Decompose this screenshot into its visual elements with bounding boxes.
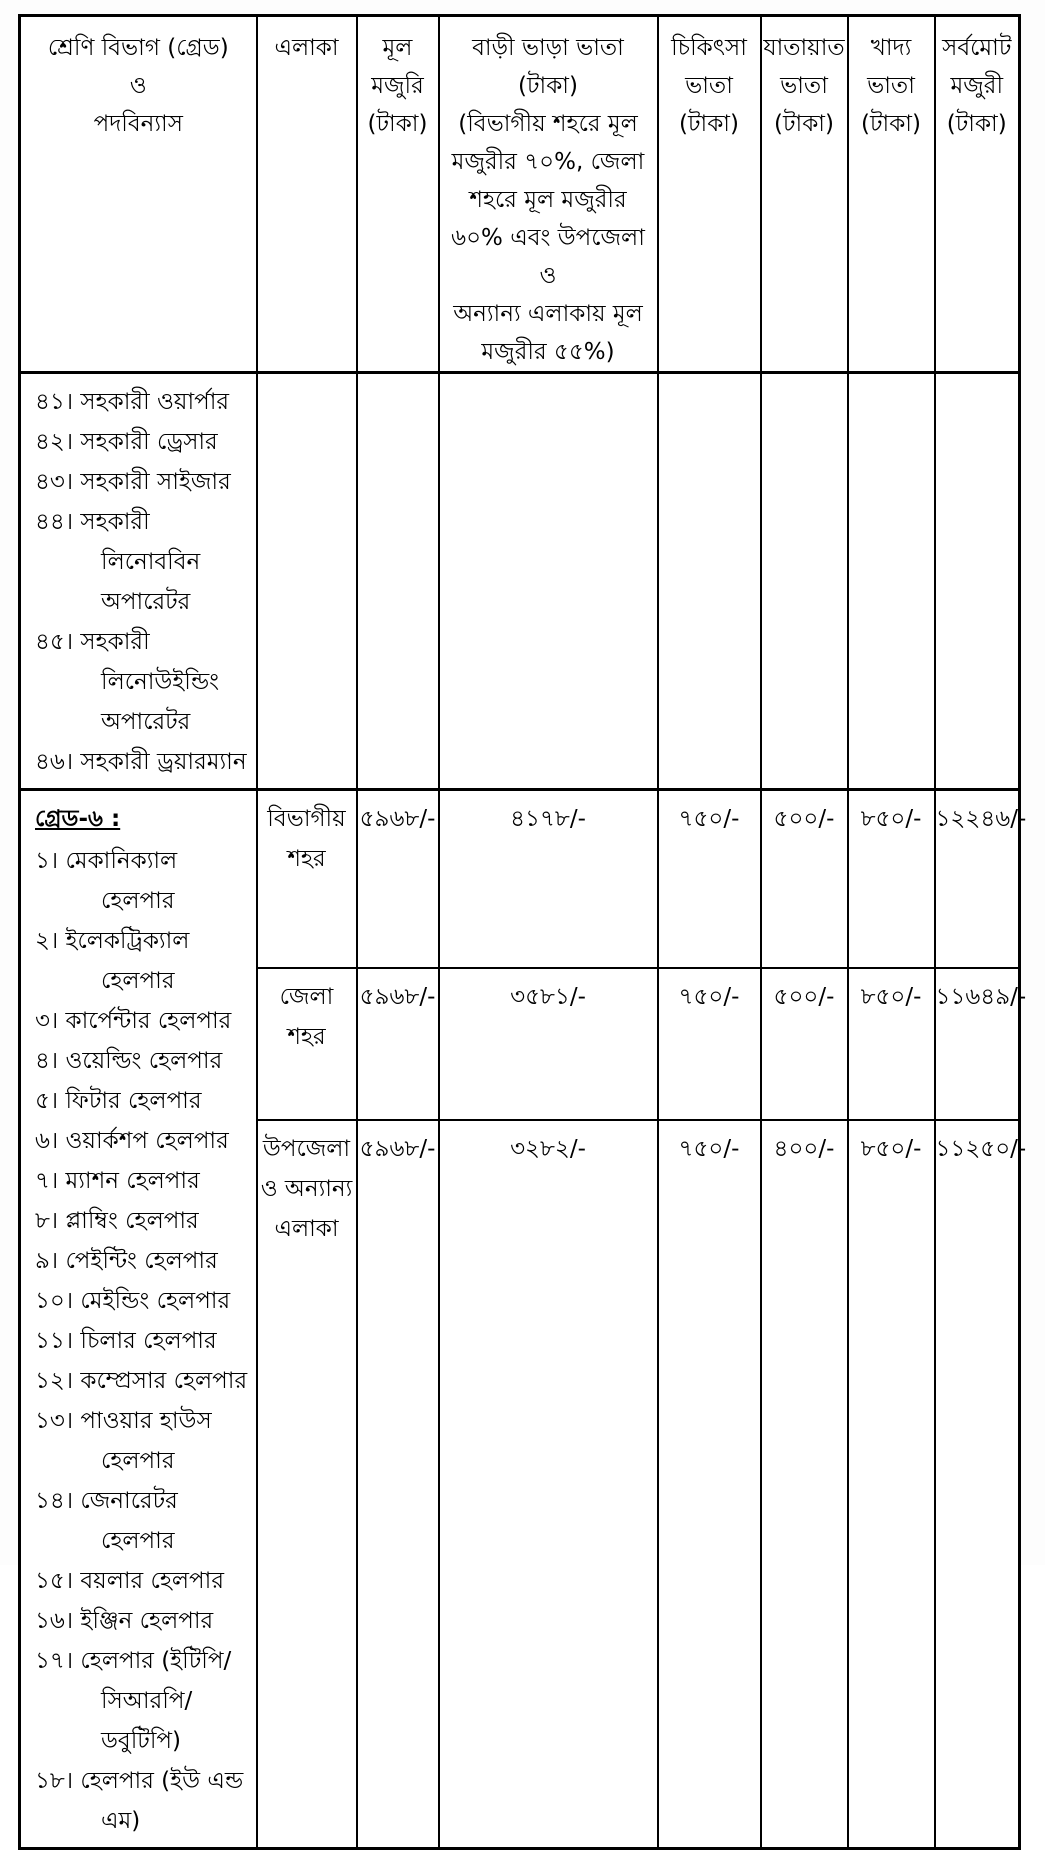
basic-wage-district: ৫৯৬৮/- bbox=[357, 968, 439, 1120]
area-upazila-other: উপজেলা ও অন্যান্য এলাকা bbox=[257, 1120, 357, 1848]
position-item: ৪৪। সহকারী লিনোববিন অপারেটর bbox=[35, 509, 201, 615]
food-upazila: ৮৫০/- bbox=[848, 1120, 935, 1848]
house-rent-divisional: ৪১৭৮/- bbox=[439, 790, 658, 968]
house-rent-upazila: ৩২৮২/- bbox=[439, 1120, 658, 1848]
position-item: ১১। চিলার হেলপার bbox=[35, 1328, 217, 1354]
position-item: ২। ইলেকট্রিক্যাল হেলপার bbox=[35, 928, 190, 994]
position-item: ৫। ফিটার হেলপার bbox=[35, 1088, 202, 1114]
table-header-row bbox=[20, 16, 1020, 373]
medical-upazila: ৭৫০/- bbox=[658, 1120, 761, 1848]
total-upazila: ১১২৫০/- bbox=[935, 1120, 1020, 1848]
medical-divisional: ৭৫০/- bbox=[658, 790, 761, 968]
position-item: ৪২। সহকারী ড্রেসার bbox=[35, 429, 218, 455]
position-item: ৩। কার্পেন্টার হেলপার bbox=[35, 1008, 232, 1034]
header-total: সর্বমোট মজুরী (টাকা) bbox=[935, 16, 1020, 373]
area-divisional-city: বিভাগীয় শহর bbox=[257, 790, 357, 968]
upper-transport-cell bbox=[761, 373, 848, 790]
upper-section-row bbox=[20, 373, 1020, 790]
medical-district: ৭৫০/- bbox=[658, 968, 761, 1120]
header-transport: যাতায়াত ভাতা (টাকা) bbox=[761, 16, 848, 373]
position-item: ৪৩। সহকারী সাইজার bbox=[35, 469, 231, 495]
position-item: ৪। ওয়েল্ডিং হেলপার bbox=[35, 1048, 223, 1074]
transport-district: ৫০০/- bbox=[761, 968, 848, 1120]
grade6-row-divisional bbox=[20, 790, 1020, 968]
upper-basic-wage-cell bbox=[357, 373, 439, 790]
header-medical: চিকিৎসা ভাতা (টাকা) bbox=[658, 16, 761, 373]
header-food: খাদ্য ভাতা (টাকা) bbox=[848, 16, 935, 373]
upper-house-rent-cell bbox=[439, 373, 658, 790]
food-district: ৮৫০/- bbox=[848, 968, 935, 1120]
position-item: ১৬। ইঞ্জিন হেলপার bbox=[35, 1608, 214, 1634]
total-divisional: ১২২৪৬/- bbox=[935, 790, 1020, 968]
grade6-heading: গ্রেড-৬ : bbox=[35, 806, 121, 832]
position-item: ৪৫। সহকারী লিনোউইন্ডিং অপারেটর bbox=[35, 629, 220, 735]
transport-divisional: ৫০০/- bbox=[761, 790, 848, 968]
header-area: এলাকা bbox=[257, 16, 357, 373]
grade6-position-list bbox=[35, 841, 250, 1841]
position-item: ১৭। হেলপার (ইটিপি/ সিআরপি/ডবুটিপি) bbox=[35, 1648, 232, 1754]
basic-wage-divisional: ৫৯৬৮/- bbox=[357, 790, 439, 968]
position-item: ৮। প্লাম্বিং হেলপার bbox=[35, 1208, 199, 1234]
position-item: ১৪। জেনারেটর হেলপার bbox=[35, 1488, 178, 1554]
position-item: ১৩। পাওয়ার হাউস হেলপার bbox=[35, 1408, 212, 1474]
upper-food-cell bbox=[848, 373, 935, 790]
upper-medical-cell bbox=[658, 373, 761, 790]
position-item: ১৫। বয়লার হেলপার bbox=[35, 1568, 224, 1594]
basic-wage-upazila: ৫৯৬৮/- bbox=[357, 1120, 439, 1848]
position-item: ১৮। হেলপার (ইউ এন্ড এম) bbox=[35, 1768, 244, 1834]
upper-positions-cell bbox=[20, 373, 257, 790]
total-district: ১১৬৪৯/- bbox=[935, 968, 1020, 1120]
position-item: ৭। ম্যাশন হেলপার bbox=[35, 1168, 200, 1194]
header-house-rent: বাড়ী ভাড়া ভাতা (টাকা) (বিভাগীয় শহরে মূল মজুরীর ৭০%, জেলা শহরে মূল মজুরীর ৬০% এবং উপজেলা ও অন্যান্য এলাকায় মূল মজুরীর ৫৫%) bbox=[439, 16, 658, 373]
position-item: ১০। মেইন্ডিং হেলপার bbox=[35, 1288, 231, 1314]
position-item: ১। মেকানিক্যাল হেলপার bbox=[35, 848, 178, 914]
house-rent-district: ৩৫৮১/- bbox=[439, 968, 658, 1120]
header-grade-designation: শ্রেণি বিভাগ (গ্রেড) ও পদবিন্যাস bbox=[20, 16, 257, 373]
transport-upazila: ৪০০/- bbox=[761, 1120, 848, 1848]
wage-table bbox=[18, 14, 1027, 1850]
position-item: ৬। ওয়ার্কশপ হেলপার bbox=[35, 1128, 229, 1154]
position-item: ৯। পেইন্টিং হেলপার bbox=[35, 1248, 218, 1274]
header-basic-wage: মূল মজুরি (টাকা) bbox=[357, 16, 439, 373]
food-divisional: ৮৫০/- bbox=[848, 790, 935, 968]
position-item: ৪১। সহকারী ওয়ার্পার bbox=[35, 389, 230, 415]
upper-total-cell bbox=[935, 373, 1020, 790]
position-item: ১২। কম্প্রেসার হেলপার bbox=[35, 1368, 248, 1394]
upper-area-cell bbox=[257, 373, 357, 790]
area-district-city: জেলা শহর bbox=[257, 968, 357, 1120]
position-item: ৪৬। সহকারী ড্রয়ারম্যান bbox=[35, 749, 247, 775]
grade6-positions-cell bbox=[20, 790, 257, 1849]
upper-position-list bbox=[35, 382, 250, 782]
